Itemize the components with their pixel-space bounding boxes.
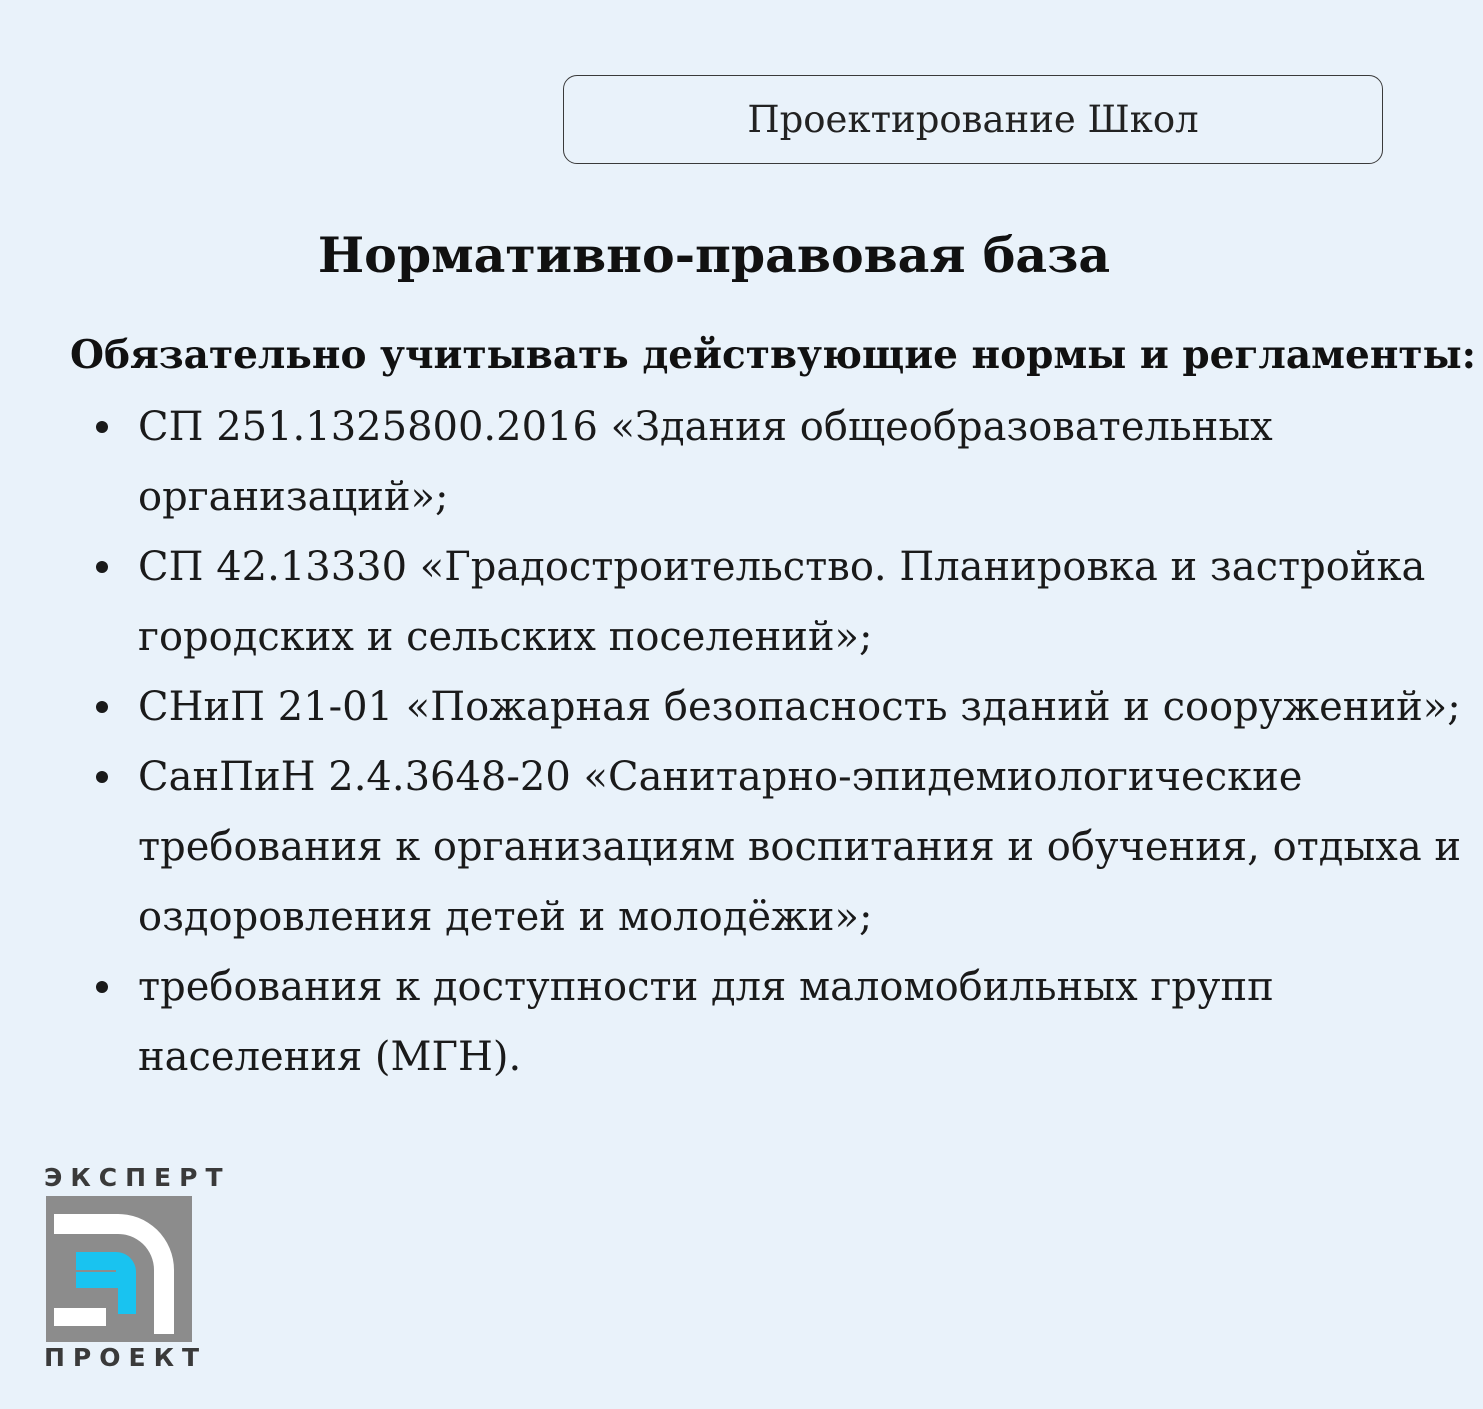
logo-top-text: ЭКСПЕРТ (44, 1163, 231, 1192)
bullet-icon (96, 561, 108, 573)
list-item-text: требования к доступности для маломобильных групп населения (МГН). (138, 964, 1274, 1080)
bullet-icon (96, 701, 108, 713)
list-item-text: СП 251.1325800.2016 «Здания общеобразовательных организаций»; (138, 404, 1273, 520)
category-tag-label: Проектирование Школ (747, 98, 1199, 141)
list-item-text: СП 42.13330 «Градостроительство. Планировка и застройка городских и сельских поселений»; (138, 544, 1426, 660)
list-item (96, 532, 1466, 672)
list-item (96, 392, 1466, 532)
list-item (96, 672, 1466, 742)
logo-mark-icon (46, 1196, 192, 1342)
bullet-icon (96, 981, 108, 993)
logo-lower-bar (54, 1308, 106, 1326)
bullet-icon (96, 421, 108, 433)
company-logo (44, 1163, 231, 1373)
list-item-text: СНиП 21-01 «Пожарная безопасность зданий и сооружений»; (138, 684, 1461, 730)
list-item (96, 952, 1466, 1092)
logo-bottom-text: ПРОЕКТ (44, 1343, 208, 1372)
intro-text: Обязательно учитывать действующие нормы и регламенты: (70, 332, 1477, 378)
list-item-text: СанПиН 2.4.3648-20 «Санитарно-эпидемиологические требования к организациям воспитания и обучения, отдыха и оздоровления детей и молодёжи»; (138, 754, 1462, 940)
norms-list (96, 392, 1466, 1092)
list-item (96, 742, 1466, 952)
category-tag (563, 75, 1383, 164)
bullet-icon (96, 771, 108, 783)
page-title: Нормативно-правовая база (317, 226, 1111, 284)
